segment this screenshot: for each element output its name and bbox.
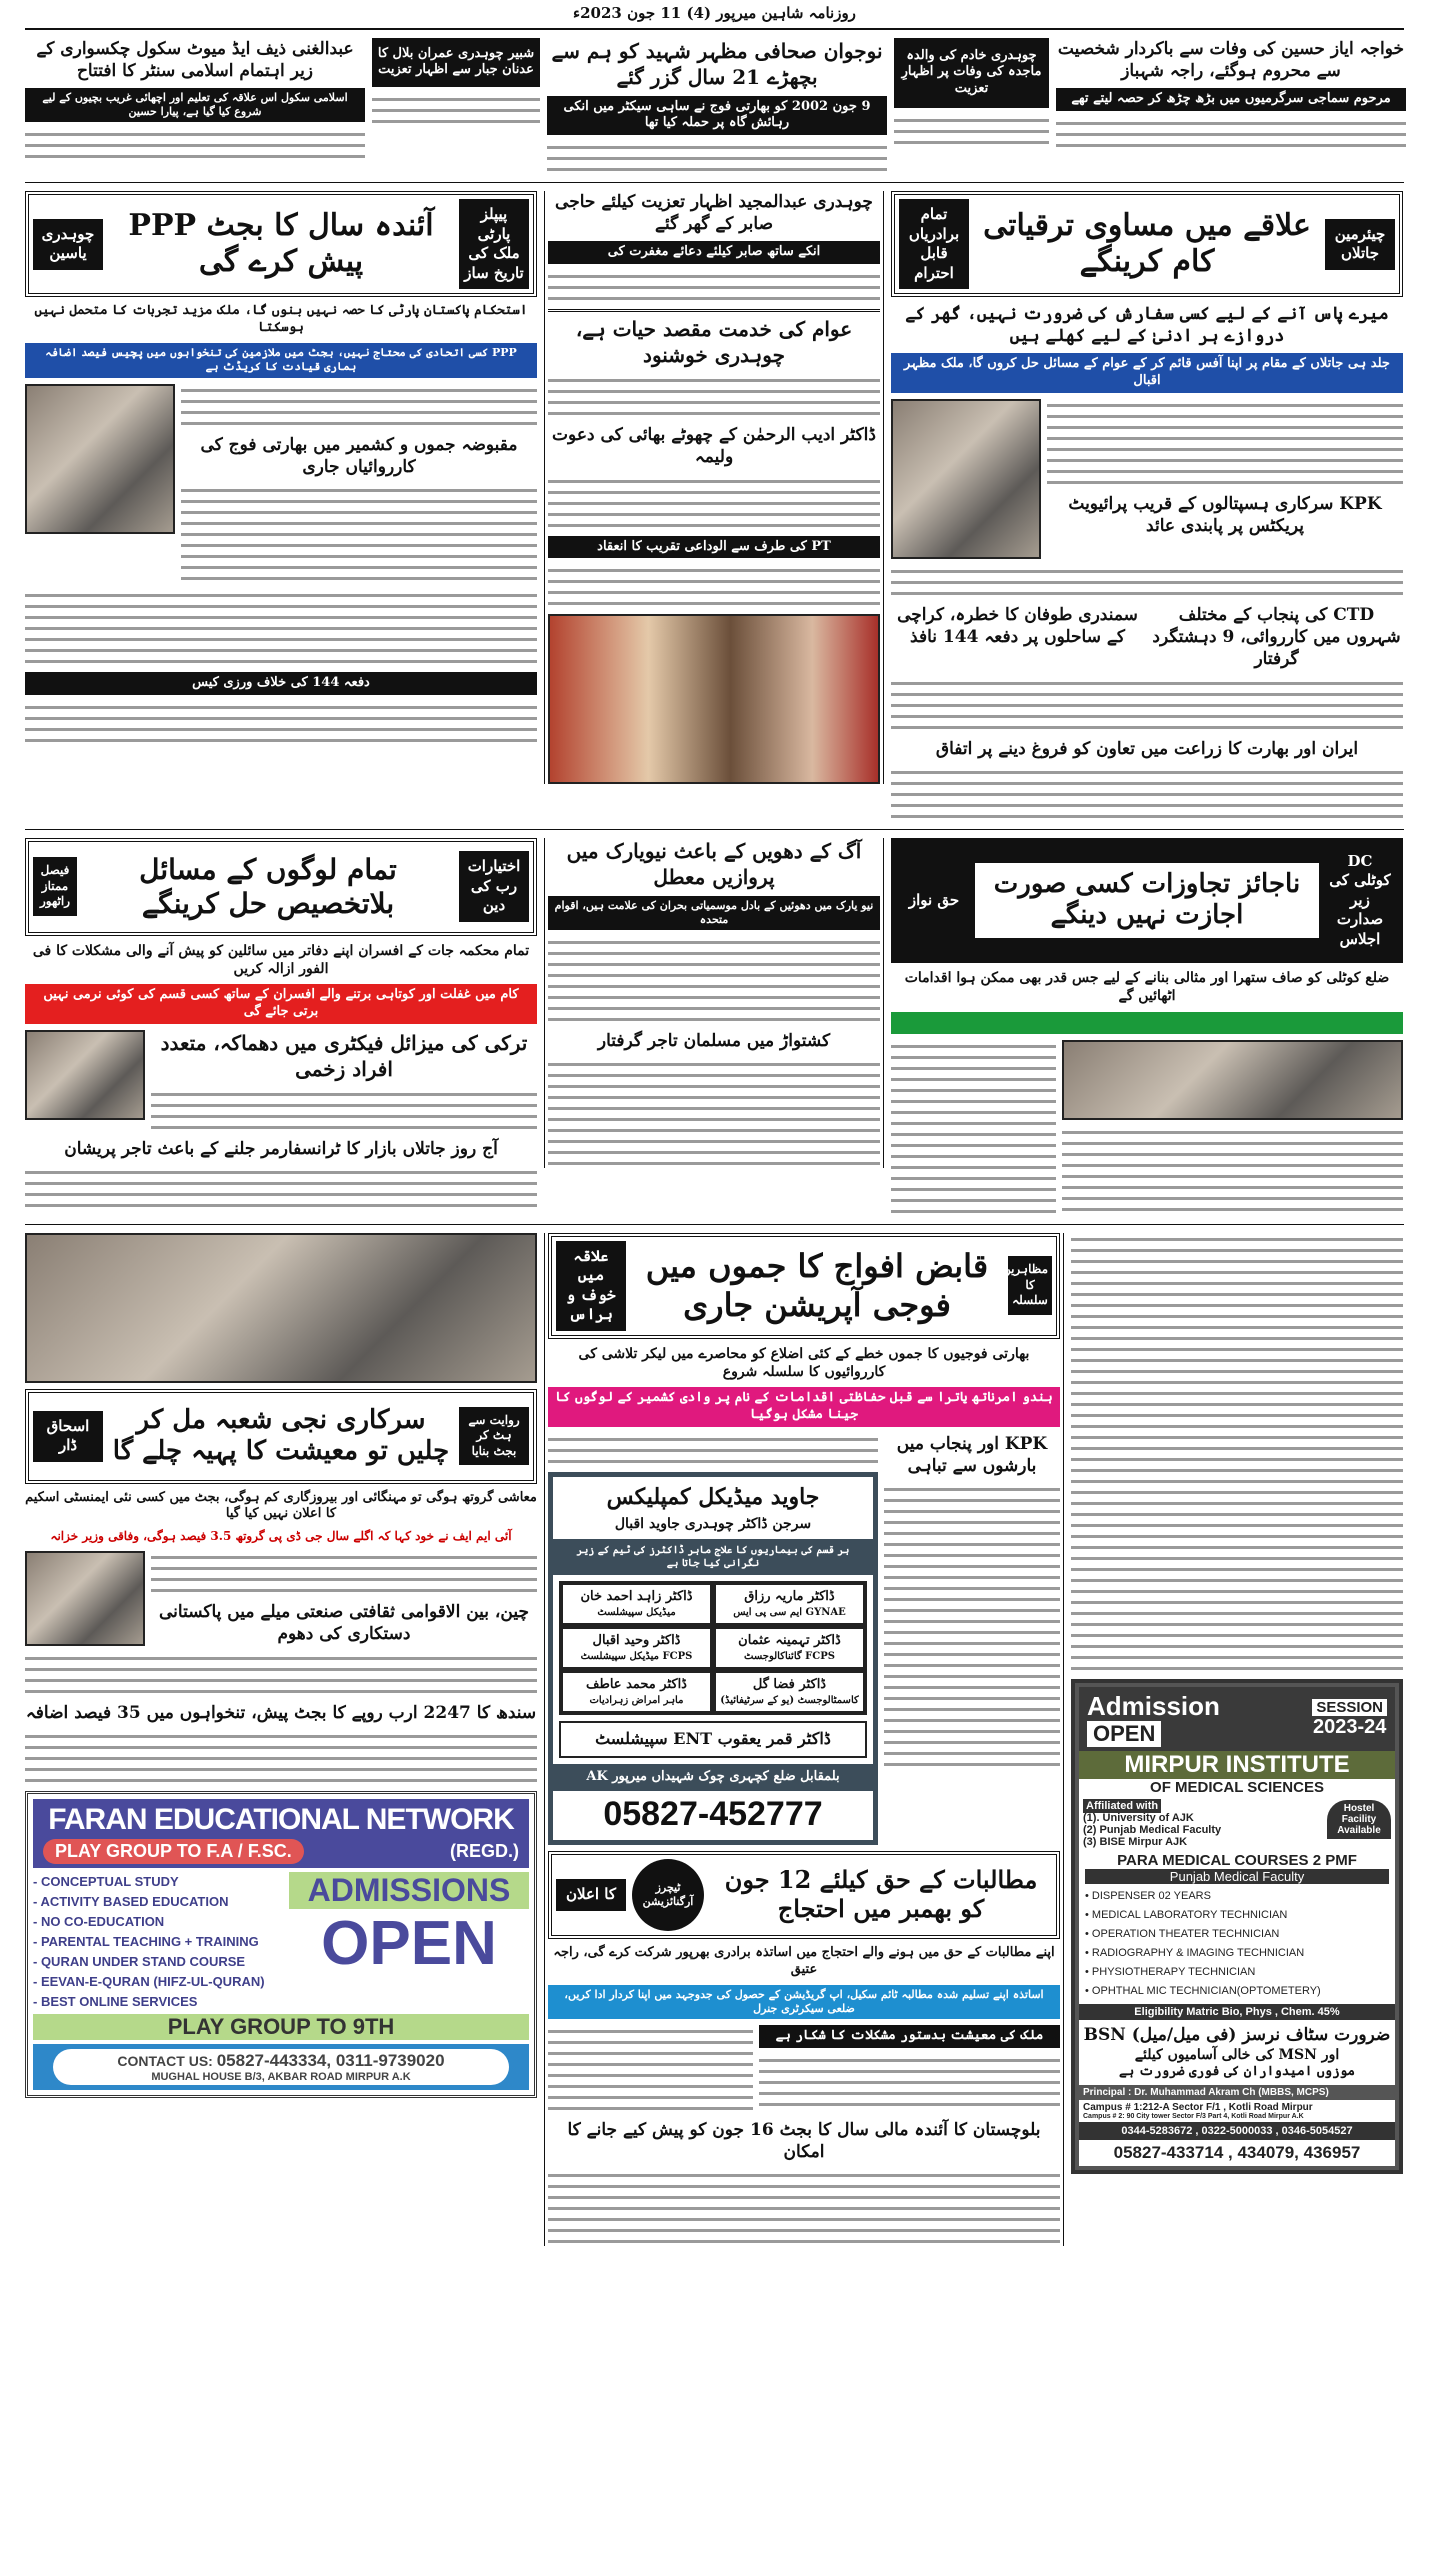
ad-title: FARAN EDUCATIONAL NETWORK — [48, 1802, 514, 1836]
headline: سندھ کا 2247 ارب روپے کا بجٹ پیش، تنخواہوں میں 35 فیصد اضافہ — [25, 1702, 537, 1723]
headline: ترکی کی میزائل فیکٹری میں دھماکہ، متعدد افراد زخمی — [160, 1030, 528, 1081]
article-body — [25, 128, 365, 161]
news-item — [372, 38, 540, 127]
article-body — [151, 1088, 537, 1132]
banner-side: اسحاق ڈار — [33, 1411, 103, 1462]
principal: Principal : Dr. Muhammad Akram Ch (MBBS, MCPS) — [1079, 2085, 1395, 2100]
subheadline: تمام محکمہ جات کے افسران اپنے دفاتر میں سائلین کو پیش آنے والی مشکلات کا فی الفور ازالہ کریں — [32, 942, 530, 977]
highlight-strip: کام میں غفلت اور کوتاہی برتنے والے افسران کے ساتھ کسی قسم کی کوئی نرمی نہیں برتی جائے گی — [25, 984, 537, 1024]
headline: آگ کے دھویں کے باعث نیویارک میں پروازیں معطل — [566, 838, 862, 889]
headline-banner-chairman — [891, 191, 1403, 297]
banner-side: علاقہ میں خوف و ہراس — [556, 1241, 626, 1331]
banner-side: چیئرمین جاتلاں — [1325, 219, 1395, 270]
subheadline: نیو یارک میں دھوئیں کے بادل موسمیاتی بحران کی علامت ہیں، اقوام متحدہ — [548, 896, 880, 931]
article-body — [891, 565, 1403, 598]
affiliation-item: (2) Punjab Medical Faculty — [1083, 1823, 1222, 1836]
article-body — [548, 1058, 880, 1168]
feature-item: - QURAN UNDER STAND COURSE — [33, 1953, 246, 1969]
highlight-strip: ہندو امرناتھ یاترا سے قبل حفاظتی اقدامات کے نام پر وادی کشمیر کے لوگوں کا جینا مشکل ہوگیا — [548, 1387, 1060, 1427]
headline: CTD کی پنجاب کے مختلف شہروں میں کارروائی، 9 دہشتگرد گرفتار — [1152, 605, 1401, 670]
feature-item: - EEVAN-E-QURAN (HIFZ-UL-QURAN) — [33, 1973, 265, 1989]
feature-item: - CONCEPTUAL STUDY — [33, 1873, 179, 1889]
article-body — [547, 141, 887, 174]
article-body — [372, 93, 540, 126]
doctor-card — [716, 1585, 863, 1623]
headline-banner-jammu — [548, 1233, 1060, 1339]
headline: نوجوان صحافی مظہر شہید کو ہم سے بچھڑے 21 سال گزر گئے — [551, 38, 883, 89]
subheadline: اپنے مطالبات کے حق میں ہونے والے احتجاج میں اساتذہ برادری بھرپور شرکت کرے گی، راجہ عتیق — [553, 1944, 1055, 1977]
affiliated-label: Affiliated with — [1083, 1799, 1161, 1813]
faculty-label: Punjab Medical Faculty — [1085, 1869, 1389, 1884]
masthead: روزنامہ شاہین میرپور (4) 11 جون 2023ء — [25, 0, 1404, 30]
headline: سمندری طوفان کا خطرہ، کراچی کے ساحلوں پر دفعہ 144 نافذ — [897, 605, 1138, 648]
middle-column — [544, 1233, 1064, 2247]
group-photo — [25, 1233, 537, 1383]
doctor-card-ent: ڈاکٹر قمر یعقوب ENT سپیشلسٹ — [559, 1721, 867, 1758]
news-section-3 — [25, 830, 1404, 1225]
doctor-card — [563, 1673, 710, 1711]
ad-regd: (REGD.) — [450, 1840, 519, 1861]
banner-headline: سرکاری نجی شعبہ مل کر چلیں تو معیشت کا پہیہ چلے گا — [112, 1404, 450, 1466]
article-body — [1071, 1233, 1403, 1673]
course-item: • RADIOGRAPHY & IMAGING TECHNICIAN — [1085, 1946, 1305, 1959]
nurses-vacancy: ضرورت سٹاف نرسز (فی میل/میل) BSN — [1083, 2024, 1391, 2045]
headline-banner-ppp — [25, 191, 537, 297]
course-item: • OPHTHAL MIC TECHNICIAN(OPTOMETERY) — [1085, 1984, 1321, 1997]
subheadline: استحکام پاکستان پارٹی کا حصہ نہیں بنوں گا، ملک مزید تجربات کا متحمل نہیں ہوسکتا — [34, 303, 528, 336]
contact-address: MUGHAL HOUSE B/3, AKBAR ROAD MIRPUR A.K — [151, 2070, 411, 2083]
article-body — [548, 564, 880, 608]
banner-side: چوہدری یاسین — [33, 219, 103, 270]
headline: KPK سرکاری ہسپتالوں کے قریب پرائیویٹ پریکٹس پر پابندی عائد — [1068, 494, 1382, 537]
open-label: OPEN — [321, 1908, 497, 1978]
headline: شبیر چوہدری عمران بلال کا عدنان جبار سے اظہار تعزیت — [372, 38, 540, 88]
ad-title: جاوید میڈیکل کمپلیکس — [606, 1483, 820, 1510]
article-body — [548, 2169, 1060, 2246]
banner-headline: ناجائز تجاوزات کسی صورت اجازت نہیں دینگے — [975, 863, 1319, 937]
ad-phone: 05827-452777 — [603, 1794, 823, 1833]
faran-education-ad — [25, 1791, 537, 2098]
course-item: • DISPENSER 02 YEARS — [1085, 1889, 1211, 1902]
contact-phone: 05827-443334, 0311-9739020 — [216, 2050, 445, 2070]
article-body — [181, 384, 537, 428]
open-label: OPEN — [1087, 1721, 1161, 1747]
article-body — [548, 374, 880, 418]
article-body — [151, 1551, 537, 1595]
headline: چوہدری عبدالمجید اظہار تعزیت کیلئے حاجی صابر کے گھر گئے — [555, 192, 873, 235]
article-body — [548, 936, 880, 1024]
headline: آج روز جاتلاں بازار کا ٹرانسفارمر جلنے کے باعث تاجر پریشان — [64, 1138, 498, 1159]
banner-headline: تمام لوگوں کے مسائل بلاتخصیص حل کرینگے — [139, 853, 397, 920]
hostel-text: Hostel — [1343, 1802, 1375, 1814]
subheadline: ضلع کوٹلی کو صاف ستھرا اور مثالی بنانے کے لیے جس قدر بھی ممکن ہوا اقدامات اٹھائیں گے — [904, 970, 1390, 1005]
headline: بلوچستان کا آئندہ مالی سال کا بجٹ 16 جون کو پیش کیے جانے کا امکان — [567, 2120, 1041, 2163]
doctor-name: ڈاکٹر فضا گل — [752, 1677, 827, 1693]
headline: PT کی طرف سے الوداعی تقریب کا انعقاد — [548, 536, 880, 559]
courses-title: PARA MEDICAL COURSES 2 PMF — [1117, 1851, 1357, 1869]
headline: چوہدری خادم کی والدہ ماجدہ کی وفات پر اظہارِ تعزیت — [894, 38, 1049, 109]
portrait-photo — [25, 1551, 145, 1646]
headline: خواجہ ایاز حسین کی وفات سے باکردار شخصیت سے محروم ہوگئے، راجہ شہباز — [1057, 38, 1405, 81]
campus-2: Campus # 2: 90 City tower Sector F/3 Part 4, Kotli Road Mirpur A.K — [1083, 2112, 1304, 2120]
banner-side: اختیارات رب کی دین — [459, 851, 529, 922]
portrait-photo — [25, 1030, 145, 1120]
course-item: • MEDICAL LABORATORY TECHNICIAN — [1085, 1908, 1288, 1921]
left-column — [25, 1233, 537, 2098]
highlight-strip: اساتذہ اپنے تسلیم شدہ مطالبہ ٹائم سکیل، اپ گریڈیشن کے حصول کی جدوجہد میں اپنا کردار ادا کریں، ضلعی سیکرٹری جنرل — [548, 1985, 1060, 2020]
headline-banner-teachers — [548, 1851, 1060, 1939]
doctor-name: ڈاکٹر زاہد احمد خان — [580, 1589, 693, 1605]
ad-address: بلمقابل ضلع کچہری چوک شہیداں میرپور AK — [553, 1764, 873, 1791]
article-body — [1062, 1126, 1403, 1214]
article-body — [25, 589, 537, 666]
article-body — [25, 1166, 537, 1210]
banner-headline: مطالبات کے حق کیلئے 12 جون کو بھمبر میں احتجاج — [724, 1865, 1038, 1923]
doctor-card — [563, 1629, 710, 1667]
news-item — [547, 38, 887, 175]
article-body — [894, 114, 1049, 147]
article-body — [548, 1433, 878, 1466]
doctor-specialty: FCPS گائناکالوجسٹ — [744, 1651, 835, 1663]
campus-1: Campus # 1:212-A Sector F/1 , Kotli Road Mirpur — [1083, 2101, 1313, 2113]
doctor-name: ڈاکٹر ماریہ رزاق — [744, 1589, 835, 1605]
headline: مقبوضہ جموں و کشمیر میں بھارتی فوج کی کارروائیاں جاری — [200, 434, 518, 477]
left-column — [25, 191, 537, 744]
doctor-card — [716, 1629, 863, 1667]
right-column — [891, 191, 1403, 820]
subheadline: انکے ساتھ صابر کیلئے دعائے مغفرت کی — [548, 241, 880, 264]
headline-banner-dar — [25, 1389, 537, 1484]
article-body — [891, 677, 1403, 732]
headline: KPK اور پنجاب میں بارشوں سے تباہی — [896, 1433, 1048, 1476]
banner-side: حق نواز — [899, 885, 969, 917]
portrait-photo — [25, 384, 175, 534]
right-column — [891, 838, 1403, 1216]
feature-item: - BEST ONLINE SERVICES — [33, 1993, 198, 2009]
article-body — [1047, 399, 1403, 487]
banner-side: کا اعلان — [556, 1879, 626, 1911]
feature-item: - NO CO-EDUCATION — [33, 1913, 165, 1929]
headline: چین، بین الاقوامی ثقافتی صنعتی میلے میں پاکستانی دستکاری کی دھوم — [158, 1601, 529, 1644]
doctor-specialty: ماہر امراض زہرادیات — [589, 1695, 684, 1707]
headline-banner-dc — [891, 838, 1403, 964]
news-item — [25, 38, 365, 162]
doctor-name: ڈاکٹر محمد عاطف — [586, 1677, 687, 1693]
subheadline: 9 جون 2002 کو بھارتی فوج نے ساہی سیکٹر میں انکی رہائش گاہ پر حملہ کیا تھا — [547, 96, 887, 136]
headline: دفعہ 144 کی خلاف ورزی کیس — [25, 672, 537, 695]
ad-tagline: ہر قسم کی بیماریوں کا علاج ماہر ڈاکٹرز کی ٹیم کے زیر نگرانی کیا جاتا ہے — [553, 1539, 873, 1575]
headline: عبدالغنی ذیف ایڈ میوٹ سکول چکسواری کے زیر اہتمام اسلامی سنٹر کا افتتاح — [36, 38, 354, 81]
session-year: 2023-24 — [1312, 1715, 1387, 1738]
hostel-badge — [1327, 1800, 1391, 1839]
article-body — [548, 475, 880, 530]
banner-side: تمام برادریاں قابل احترام — [899, 199, 969, 289]
doctor-name: ڈاکٹر تہمینہ عثمان — [738, 1633, 841, 1649]
nurses-vacancy-2: اور MSN کی خالی آسامیوں کیلئے — [1134, 2046, 1340, 2063]
phone-numbers: 05827-433714 , 434079, 436957 — [1079, 2140, 1395, 2166]
right-column — [1071, 1233, 1403, 2174]
article-body — [25, 1730, 537, 1785]
article-body — [25, 701, 537, 745]
institute-name: MIRPUR INSTITUTE — [1079, 1751, 1395, 1779]
article-body — [548, 2025, 753, 2113]
top-news-row — [25, 30, 1404, 184]
course-list — [1085, 1884, 1389, 2004]
institute-name-2: OF MEDICAL SCIENCES — [1079, 1779, 1395, 1796]
news-item — [1056, 38, 1406, 150]
doctor-specialty: FCPS میڈیکل سپیشلسٹ — [580, 1651, 693, 1663]
admissions-label: ADMISSIONS — [289, 1872, 529, 1909]
highlight-strip — [891, 1012, 1403, 1034]
article-body — [891, 766, 1403, 821]
doctor-specialty: کاسمٹالوجسٹ (یو کے سرٹیفائیڈ) — [720, 1695, 859, 1707]
headline: عوام کی خدمت مقصد حیات ہے، چوہدری خوشنود — [548, 309, 880, 368]
subheadline: میرے پاس آنے کے لیے کسی سفارش کی ضرورت نہیں، گھر کے دروازے ہر ادنیٰ کے لیے کھلے ہیں — [905, 304, 1389, 347]
course-item: • PHYSIOTHERAPY TECHNICIAN — [1085, 1965, 1256, 1978]
subheadline: اسلامی سکول اس علاقہ کی تعلیم اور اچھائی غریب بچیوں کے لیے شروع کیا گیا ہے، پیارا حسین — [25, 88, 365, 123]
doctor-card — [716, 1673, 863, 1711]
ad-supervisor: سرجن ڈاکٹر چوہدری جاوید اقبال — [614, 1516, 812, 1533]
left-column — [25, 838, 537, 1210]
article-body — [884, 1483, 1060, 1769]
affiliation-item: (1). University of AJK — [1083, 1811, 1194, 1824]
banner-side: پیپلز پارٹی ملک کی تاریخ ساز — [459, 199, 529, 289]
headline: ایران اور بھارت کا زراعت میں تعاون کو فروغ دینے پر اتفاق — [935, 738, 1359, 759]
eligibility: Eligibility Matric Bio, Phys , Chem. 45% — [1079, 2004, 1395, 2020]
headline: ڈاکٹر ادیب الرحمٰن کے چھوٹے بھائی کی دعوت ولیمہ — [552, 425, 876, 468]
middle-column — [544, 191, 884, 784]
highlight-strip: جلد ہی جاتلاں کے مقام پر اپنا آفس قائم کر کے عوام کے مسائل حل کروں گا، ملک مظہر اقبال — [891, 353, 1403, 393]
session-label: SESSION — [1312, 1699, 1387, 1716]
news-section-4 — [25, 1225, 1404, 2255]
subheadline: معاشی گروتھ ہوگی تو مہنگائی اور بیروزگاری کم ہوگی، بجٹ میں کسی نئی ایمنسٹی اسکیم کا اعلان نہیں کیا گیا — [25, 1489, 537, 1522]
banner-side: فیصل ممتاز راٹھور — [33, 857, 77, 916]
article-body — [181, 484, 537, 583]
feature-item: - PARENTAL TEACHING + TRAINING — [33, 1933, 259, 1949]
hostel-text: Available — [1337, 1824, 1381, 1836]
middle-column — [544, 838, 884, 1169]
news-item — [894, 38, 1049, 148]
doctor-card — [563, 1585, 710, 1623]
article-body — [759, 2054, 1060, 2109]
admission-label: Admission — [1087, 1690, 1220, 1721]
headline: ملک کی معیشت بدستور مشکلات کا شکار ہے — [759, 2025, 1060, 2048]
headline: کشتواڑ میں مسلمان تاجر گرفتار — [597, 1031, 831, 1052]
portrait-photo — [891, 399, 1041, 559]
feature-item: - ACTIVITY BASED EDUCATION — [33, 1893, 229, 1909]
course-item: • OPERATION THEATER TECHNICIAN — [1085, 1927, 1280, 1940]
highlight-strip: PPP کسی اتحادی کی محتاج نہیں، بجٹ میں ملازمین کی تنخواہوں میں پچیس فیصد اضافہ ہماری قیادت کا کریڈٹ ہے — [25, 343, 537, 378]
affiliation-item: (3) BISE Mirpur AJK — [1083, 1835, 1188, 1848]
news-section-2 — [25, 183, 1404, 829]
article-body — [1056, 117, 1406, 150]
article-body — [548, 270, 880, 303]
feature-list — [33, 1872, 283, 2012]
banner-headline: قابض افواج کا جموں میں فوجی آپریشن جاری — [645, 1247, 989, 1324]
banner-side: DC کوٹلی کی زیر صدارت اجلاس — [1325, 846, 1395, 956]
banner-headline: آئندہ سال کا بجٹ PPP پیش کرے گی — [128, 208, 434, 280]
classes-label: PLAY GROUP TO 9TH — [33, 2014, 529, 2040]
meeting-photo — [1062, 1040, 1403, 1120]
banner-headline: علاقے میں مساوی ترقیاتی کام کرینگے — [983, 208, 1311, 280]
doctor-name: ڈاکٹر وحید اقبال — [592, 1633, 681, 1649]
article-body — [891, 1040, 1056, 1216]
doctor-specialty: GYNAE ایم سی پی ایس — [733, 1607, 846, 1619]
subheadline: آئی ایم ایف نے خود کہا کہ اگلے سال جی ڈی پی گروتھ 3.5 فیصد ہوگی، وفاقی وزیر خزانہ — [50, 1529, 512, 1544]
nurses-vacancy-3: موزوں امیدواران کی فوری ضرورت ہے — [1119, 2063, 1355, 2079]
banner-side: مظاہرین کا سلسلہ — [1008, 1256, 1052, 1315]
article-body — [25, 1652, 537, 1696]
mobile-numbers: 0344-5283672 , 0322-5000033 , 0346-5054527 — [1079, 2122, 1395, 2140]
banner-side: روایت سے ہٹ کر بجٹ بنایا — [459, 1407, 529, 1466]
subheadline: بھارتی فوجیوں کا جموں خطے کے کئی اضلاع کو محاصرے میں لیکر تلاشی کی کارروائیوں کا سلسلہ شروع — [578, 1345, 1030, 1380]
doctor-specialty: میڈیکل سپیشلسٹ — [597, 1607, 676, 1619]
hostel-text: Facility — [1341, 1813, 1377, 1825]
contact-label: CONTACT US: — [117, 2052, 213, 2069]
mirpur-institute-ad — [1071, 1679, 1403, 2174]
organization-badge: ٹیچرز آرگنائزیشن — [632, 1859, 704, 1931]
headline-banner-faisal — [25, 838, 537, 936]
group-photo — [548, 614, 880, 784]
medical-complex-ad — [548, 1472, 878, 1845]
subheadline: مرحوم سماجی سرگرمیوں میں بڑھ چڑھ کر حصہ لیتے تھے — [1056, 88, 1406, 111]
ad-range: PLAY GROUP TO F.A / F.SC. — [43, 1839, 304, 1864]
